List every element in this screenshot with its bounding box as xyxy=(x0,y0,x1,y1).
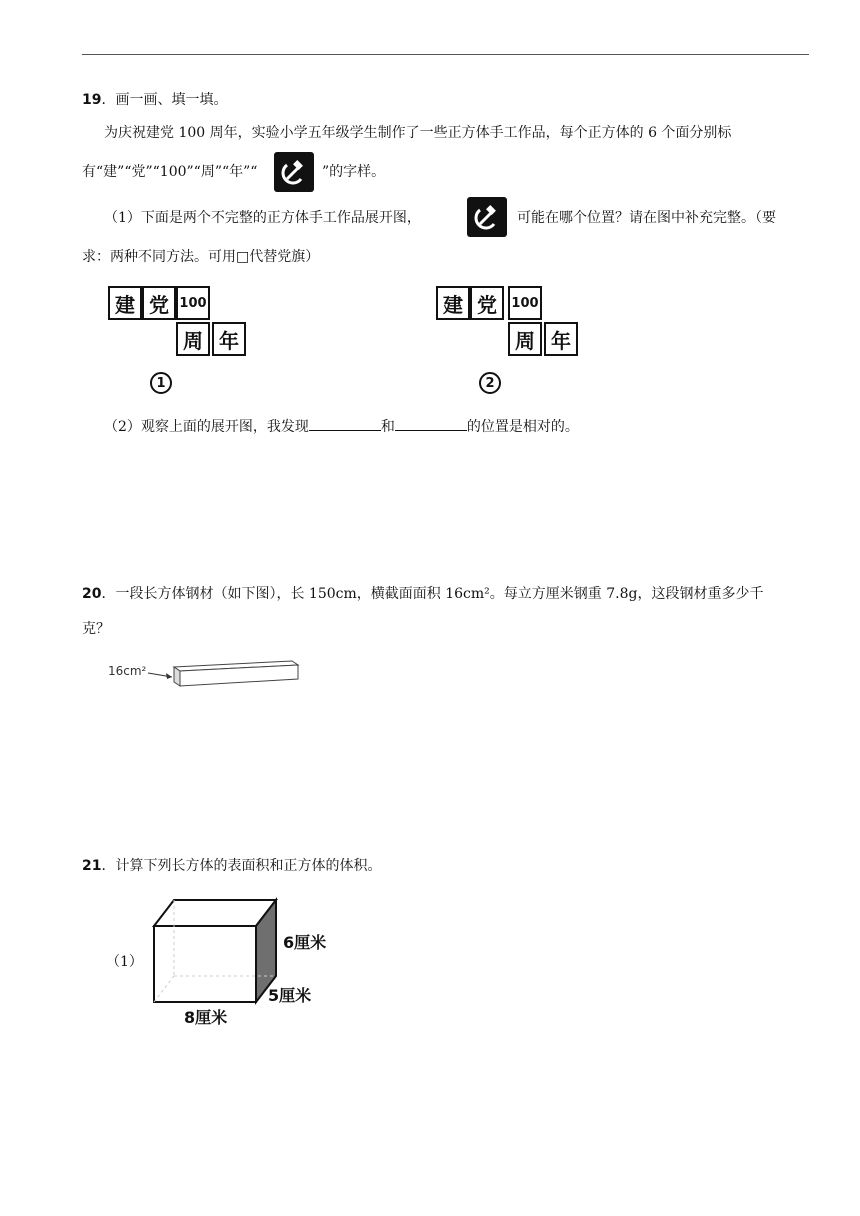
cube-net-1 xyxy=(108,286,250,360)
q20-text: ．一段长方体钢材（如下图），长 150cm，横截面面积 16cm²。每立方厘米钢重 7.8g，这段钢材重多少千 xyxy=(101,586,764,602)
net-cell-zhou: 周 xyxy=(176,322,210,356)
cube-net-2 xyxy=(436,286,582,360)
net-cell-100: 100 xyxy=(176,286,210,320)
answer-blank-2[interactable] xyxy=(395,416,467,431)
q19-intro-line1: 为庆祝建党 100 周年，实验小学五年级学生制作了一些正方体手工作品，每个正方体的 6 个面分别标 xyxy=(104,125,732,141)
cuboid-figure xyxy=(150,896,280,1006)
dim-depth-label: 5厘米 xyxy=(268,986,312,1005)
q19-part2-pre: （2）观察上面的展开图，我发现 xyxy=(104,419,309,435)
net-cell-nian: 年 xyxy=(544,322,578,356)
q19-number: 19 xyxy=(82,92,102,108)
q19-intro-line2-post: ”的字样。 xyxy=(322,164,386,180)
q20-line1 xyxy=(82,584,763,604)
header-rule xyxy=(82,54,809,55)
party-flag-icon xyxy=(467,197,507,237)
net-label-2: 2 xyxy=(479,372,501,394)
q21-part1-label: （1） xyxy=(106,954,143,970)
net-cell-nian: 年 xyxy=(212,322,246,356)
q19-part1-post: 可能在哪个位置？请在图中补充完整。（要 xyxy=(517,210,776,226)
q19-part1-pre: （1）下面是两个不完整的正方体手工作品展开图， xyxy=(104,210,421,226)
q19-intro-line2-pre: 有“建”“党”“100”“周”“年”“ xyxy=(82,164,258,180)
net-cell-dang: 党 xyxy=(142,286,176,320)
q21-title: ．计算下列长方体的表面积和正方体的体积。 xyxy=(101,858,382,874)
q19-title: ．画一画、填一填。 xyxy=(101,92,228,108)
dim-length-label: 8厘米 xyxy=(184,1008,228,1027)
q19-part2-post: 的位置是相对的。 xyxy=(466,419,579,435)
answer-blank-1[interactable] xyxy=(309,416,381,431)
net-label-1: 1 xyxy=(150,372,172,394)
net-cell-100: 100 xyxy=(508,286,542,320)
net-cell-jian: 建 xyxy=(108,286,142,320)
dim-height-label: 6厘米 xyxy=(283,933,327,952)
q21-number: 21 xyxy=(82,858,102,874)
net-cell-dang: 党 xyxy=(470,286,504,320)
q19-heading xyxy=(82,90,227,110)
q19-part2-mid: 和 xyxy=(380,419,395,435)
net-cell-zhou: 周 xyxy=(508,322,542,356)
steel-bar-figure xyxy=(102,652,302,700)
cross-section-label: 16cm² xyxy=(108,664,147,678)
q21-heading xyxy=(82,856,381,876)
q20-line2: 克？ xyxy=(82,621,110,637)
q19-part1-line2: 求：两种不同方法。可用□代替党旗） xyxy=(82,249,320,265)
q19-part2 xyxy=(104,416,579,437)
q20-number: 20 xyxy=(82,586,102,602)
net-cell-jian: 建 xyxy=(436,286,470,320)
party-flag-icon xyxy=(274,152,314,192)
